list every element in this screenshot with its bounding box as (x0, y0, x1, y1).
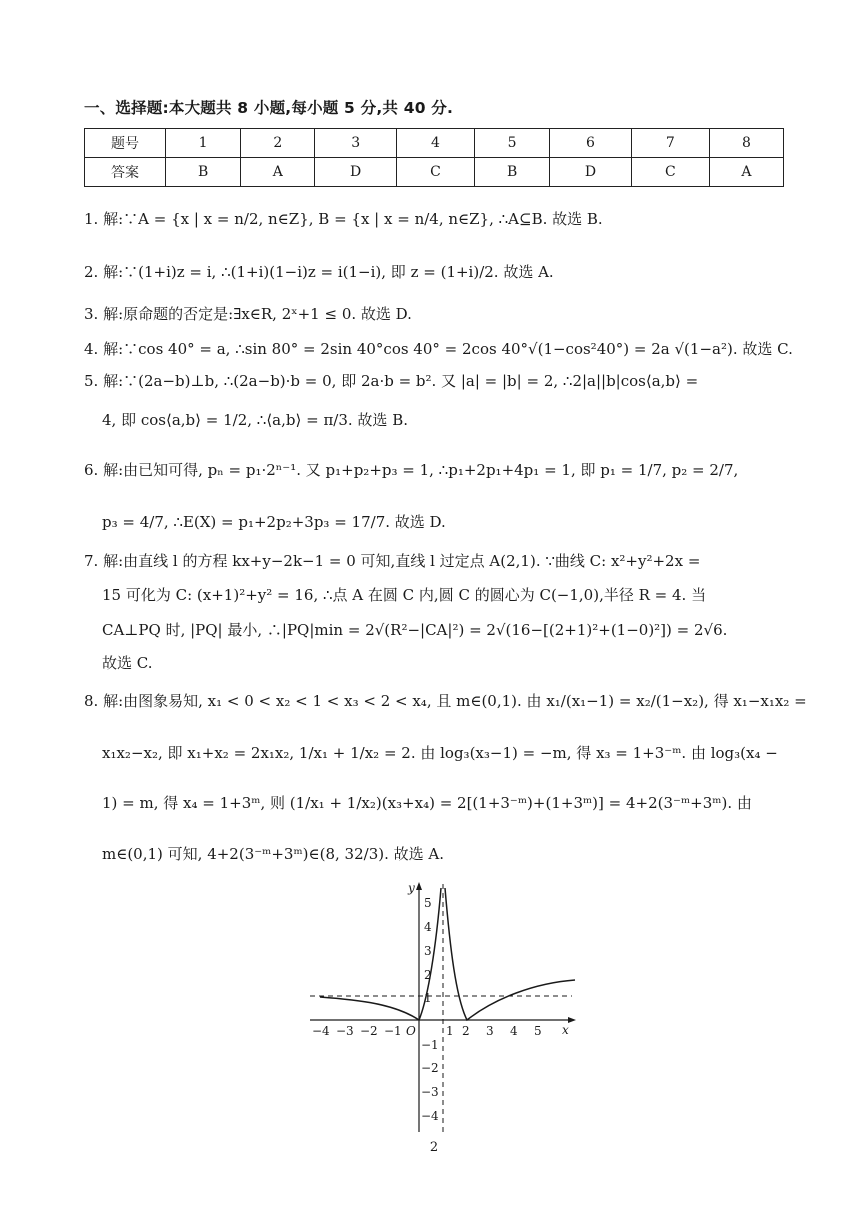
answer-cell: A (241, 158, 315, 187)
question-number-cell: 5 (474, 129, 549, 158)
x-tick-label: −1 (384, 1024, 402, 1038)
solution-6-line: 6. 解:由已知可得, pₙ = p₁·2ⁿ⁻¹. 又 p₁+p₂+p₃ = 1, ∴p₁+2p₁+4p₁ = 1, 即 p₁ = 1/7, p₂ = 2/7, (84, 461, 739, 479)
solution-7-line: 故选 C. (102, 654, 153, 672)
x-tick-label: −3 (336, 1024, 354, 1038)
solution-3-line: 3. 解:原命题的否定是:∃x∈R, 2ˣ+1 ≤ 0. 故选 D. (84, 305, 412, 323)
y-axis-arrow-icon (416, 882, 422, 890)
table-header-answer: 答案 (85, 158, 166, 187)
solution-2-line: 2. 解:∵(1+i)z = i, ∴(1+i)(1−i)z = i(1−i), 即 z = (1+i)/2. 故选 A. (84, 263, 554, 281)
answer-cell: B (166, 158, 241, 187)
y-tick-label: −2 (421, 1061, 439, 1075)
y-tick-label: −4 (421, 1109, 439, 1123)
x-tick-label: 1 (446, 1024, 454, 1038)
x-tick-label: −4 (312, 1024, 330, 1038)
answer-cell: C (631, 158, 709, 187)
x-tick-label: 4 (510, 1024, 518, 1038)
y-tick-label: 2 (424, 968, 432, 982)
answer-table-answer-row (85, 158, 784, 187)
x-tick-label: 2 (462, 1024, 470, 1038)
answer-table (84, 128, 784, 187)
question-number-cell: 8 (709, 129, 783, 158)
solution-8-line: x₁x₂−x₂, 即 x₁+x₂ = 2x₁x₂, 1/x₁ + 1/x₂ = 2. 由 log₃(x₃−1) = −m, 得 x₃ = 1+3⁻ᵐ. 由 log₃(x₄ − (102, 744, 778, 762)
y-tick-label: −3 (421, 1085, 439, 1099)
origin-label: O (406, 1024, 416, 1038)
solution-7-line: CA⊥PQ 时, |PQ| 最小, ∴|PQ|min = 2√(R²−|CA|²) = 2√(16−[(2+1)²+(1−0)²]) = 2√6. (102, 621, 728, 639)
function-graph (300, 878, 590, 1136)
question-number-cell: 2 (241, 129, 315, 158)
solution-4-line: 4. 解:∵cos 40° = a, ∴sin 80° = 2sin 40°cos 40° = 2cos 40°√(1−cos²40°) = 2a √(1−a²). 故选 C. (84, 340, 793, 358)
x-axis-label: x (562, 1023, 569, 1037)
solution-7-line: 15 可化为 C: (x+1)²+y² = 16, ∴点 A 在圆 C 内,圆 C 的圆心为 C(−1,0),半径 R = 4. 当 (102, 586, 707, 604)
solution-8-line: m∈(0,1) 可知, 4+2(3⁻ᵐ+3ᵐ)∈(8, 32/3). 故选 A. (102, 845, 444, 863)
y-tick-label: 3 (424, 944, 432, 958)
x-tick-label: 3 (486, 1024, 494, 1038)
curve-right-branch (445, 888, 575, 1020)
section-title: 一、选择题:本大题共 8 小题,每小题 5 分,共 40 分. (84, 99, 454, 117)
x-axis-arrow-icon (568, 1017, 576, 1023)
table-header-number: 题号 (85, 129, 166, 158)
answer-cell: A (709, 158, 783, 187)
solution-8-line: 8. 解:由图象易知, x₁ < 0 < x₂ < 1 < x₃ < 2 < x₄, 且 m∈(0,1). 由 x₁/(x₁−1) = x₂/(1−x₂), 得 x₁−x₁x₂ = (84, 692, 807, 710)
question-number-cell: 6 (550, 129, 632, 158)
y-tick-label: −1 (421, 1038, 439, 1052)
question-number-cell: 7 (631, 129, 709, 158)
curve-left-branch (320, 888, 441, 1020)
answer-table-number-row (85, 129, 784, 158)
x-tick-label: 5 (534, 1024, 542, 1038)
y-tick-label: 5 (424, 896, 432, 910)
answer-cell: B (474, 158, 549, 187)
question-number-cell: 3 (315, 129, 397, 158)
page-number: 2 (429, 1140, 439, 1155)
answer-cell: D (315, 158, 397, 187)
y-tick-label: 1 (424, 991, 432, 1005)
y-tick-label: 4 (424, 920, 432, 934)
solution-5-line: 5. 解:∵(2a−b)⊥b, ∴(2a−b)·b = 0, 即 2a·b = b². 又 |a| = |b| = 2, ∴2|a||b|cos⟨a,b⟩ = (84, 372, 699, 390)
question-number-cell: 1 (166, 129, 241, 158)
solution-7-line: 7. 解:由直线 l 的方程 kx+y−2k−1 = 0 可知,直线 l 过定点 A(2,1). ∵曲线 C: x²+y²+2x = (84, 552, 701, 570)
answer-cell: D (550, 158, 632, 187)
solution-6-line: p₃ = 4/7, ∴E(X) = p₁+2p₂+3p₃ = 17/7. 故选 D. (102, 513, 446, 531)
solution-5-line: 4, 即 cos⟨a,b⟩ = 1/2, ∴⟨a,b⟩ = π/3. 故选 B. (102, 411, 408, 429)
solution-1-line: 1. 解:∵A = {x | x = n/2, n∈Z}, B = {x | x = n/4, n∈Z}, ∴A⊆B. 故选 B. (84, 210, 603, 228)
answer-cell: C (396, 158, 474, 187)
solution-8-line: 1) = m, 得 x₄ = 1+3ᵐ, 则 (1/x₁ + 1/x₂)(x₃+x₄) = 2[(1+3⁻ᵐ)+(1+3ᵐ)] = 4+2(3⁻ᵐ+3ᵐ). 由 (102, 794, 752, 812)
x-tick-label: −2 (360, 1024, 378, 1038)
y-axis-label: y (408, 881, 415, 895)
question-number-cell: 4 (396, 129, 474, 158)
